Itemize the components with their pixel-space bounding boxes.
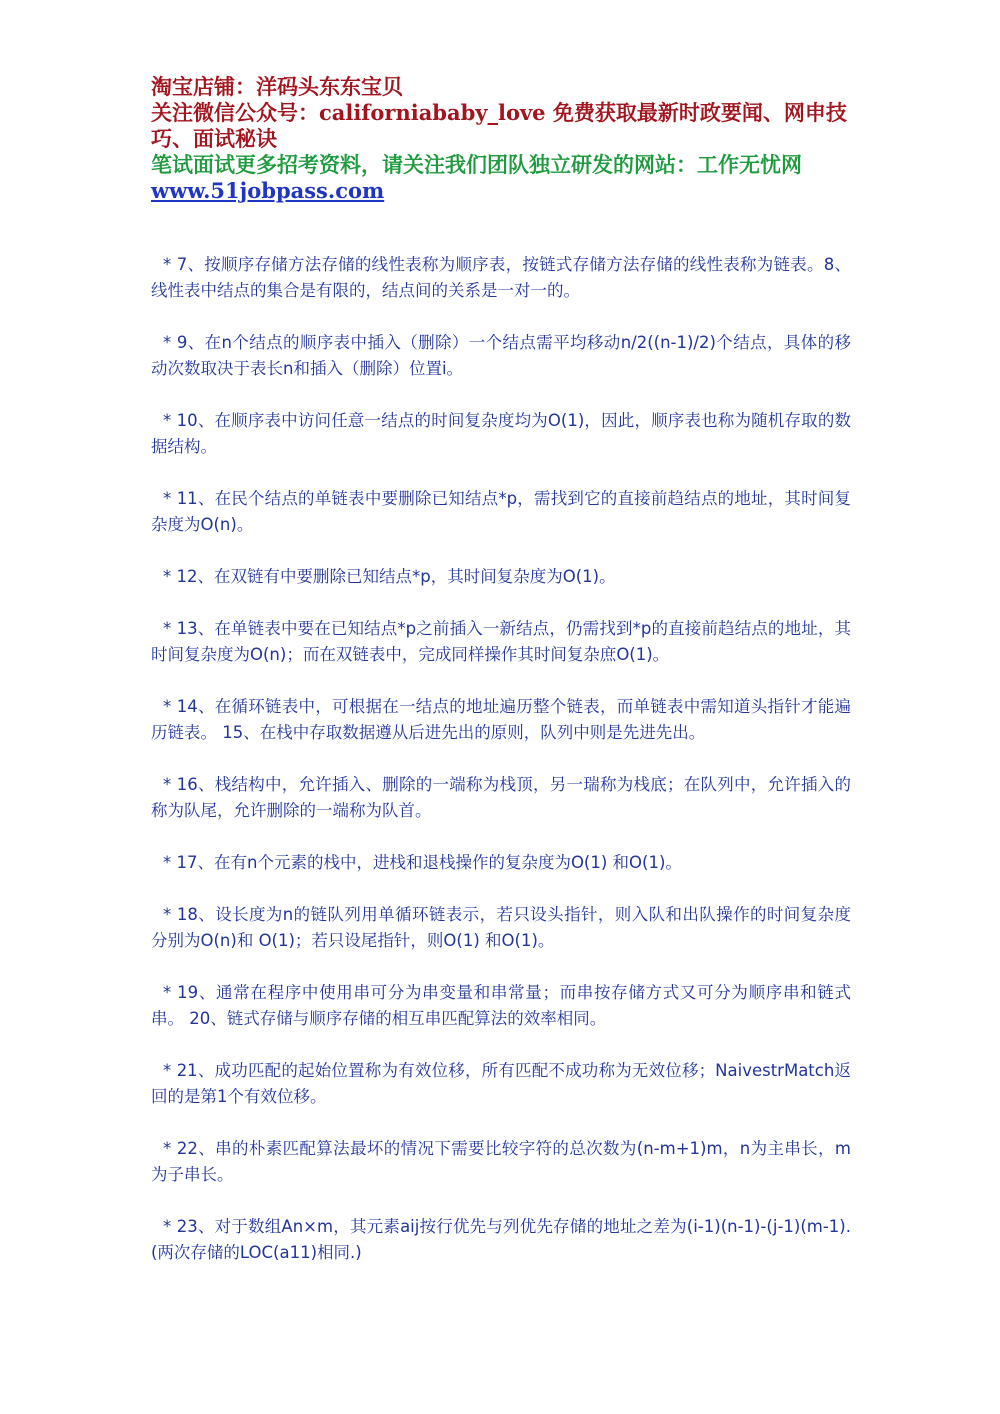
website-link[interactable]: www.51jobpass.com <box>151 178 385 203</box>
note-item: * 11、在民个结点的单链表中要删除已知结点*p，需找到它的直接前趋结点的地址，其时间复杂度为O(n)。 <box>151 489 851 534</box>
wechat-line: 关注微信公众号：californiababy_love 免费获取最新时政要闻、网申技巧、面试秘诀 <box>151 100 847 151</box>
document-header <box>151 74 851 204</box>
note-item: * 16、栈结构中，允许插入、删除的一端称为栈顶，另一瑞称为栈底；在队列中，允许插入的称为队尾，允许删除的一端称为队首。 <box>151 775 851 820</box>
note-item: * 19、通常在程序中使用串可分为串变量和串常量；而串按存储方式又可分为顺序串和链式串。 20、链式存储与顺序存储的相互串匹配算法的效率相同。 <box>151 983 851 1028</box>
note-item: * 7、按顺序存储方法存储的线性表称为顺序表，按链式存储方法存储的线性表称为链表。8、线性表中结点的集合是有限的，结点间的关系是一对一的。 <box>151 255 851 300</box>
note-item: * 10、在顺序表中访问任意一结点的时间复杂度均为O(1)，因此，顺序表也称为随机存取的数据结构。 <box>151 411 851 456</box>
note-item: * 18、设长度为n的链队列用单循环链表示，若只设头指针，则入队和出队操作的时间复杂度分别为O(n)和 O(1)；若只设尾指针，则O(1) 和O(1)。 <box>151 905 851 950</box>
document-page <box>151 74 851 1292</box>
note-item: * 21、成功匹配的起始位置称为有效位移，所有匹配不成功称为无效位移；NaivestrMatch返回的是第1个有效位移。 <box>151 1061 851 1106</box>
note-item: * 17、在有n个元素的栈中，进栈和退栈操作的复杂度为O(1) 和O(1)。 <box>163 853 682 872</box>
note-item: * 9、在n个结点的顺序表中插入（删除）一个结点需平均移动n/2((n-1)/2)个结点，具体的移动次数取决于表长n和插入（删除）位置i。 <box>151 333 851 378</box>
website-text: 笔试面试更多招考资料，请关注我们团队独立研发的网站：工作无忧网 <box>151 152 802 177</box>
note-item: * 22、串的朴素匹配算法最坏的情况下需要比较字符的总次数为(n-m+1)m，n为主串长，m为子串长。 <box>151 1139 851 1184</box>
note-item: * 13、在单链表中要在已知结点*p之前插入一新结点，仍需找到*p的直接前趋结点的地址，其时间复杂度为O(n)；而在双链表中，完成同样操作其时间复杂庶O(1)。 <box>151 619 851 664</box>
shop-line: 淘宝店铺：洋码头东东宝贝 <box>151 74 403 99</box>
note-item: * 14、在循环链表中，可根据在一结点的地址遍历整个链表，而单链表中需知道头指针才能遍历链表。 15、在栈中存取数据遵从后进先出的原则，队列中则是先进先出。 <box>151 697 851 742</box>
note-list <box>151 252 851 1266</box>
website-line <box>151 152 851 204</box>
note-item: * 23、对于数组An×m，其元素aij按行优先与列优先存储的地址之差为(i-1)(n-1)-(j-1)(m-1).(两次存储的LOC(a11)相同.) <box>151 1217 851 1262</box>
note-item: * 12、在双链有中要删除已知结点*p，其时间复杂度为O(1)。 <box>163 567 616 586</box>
